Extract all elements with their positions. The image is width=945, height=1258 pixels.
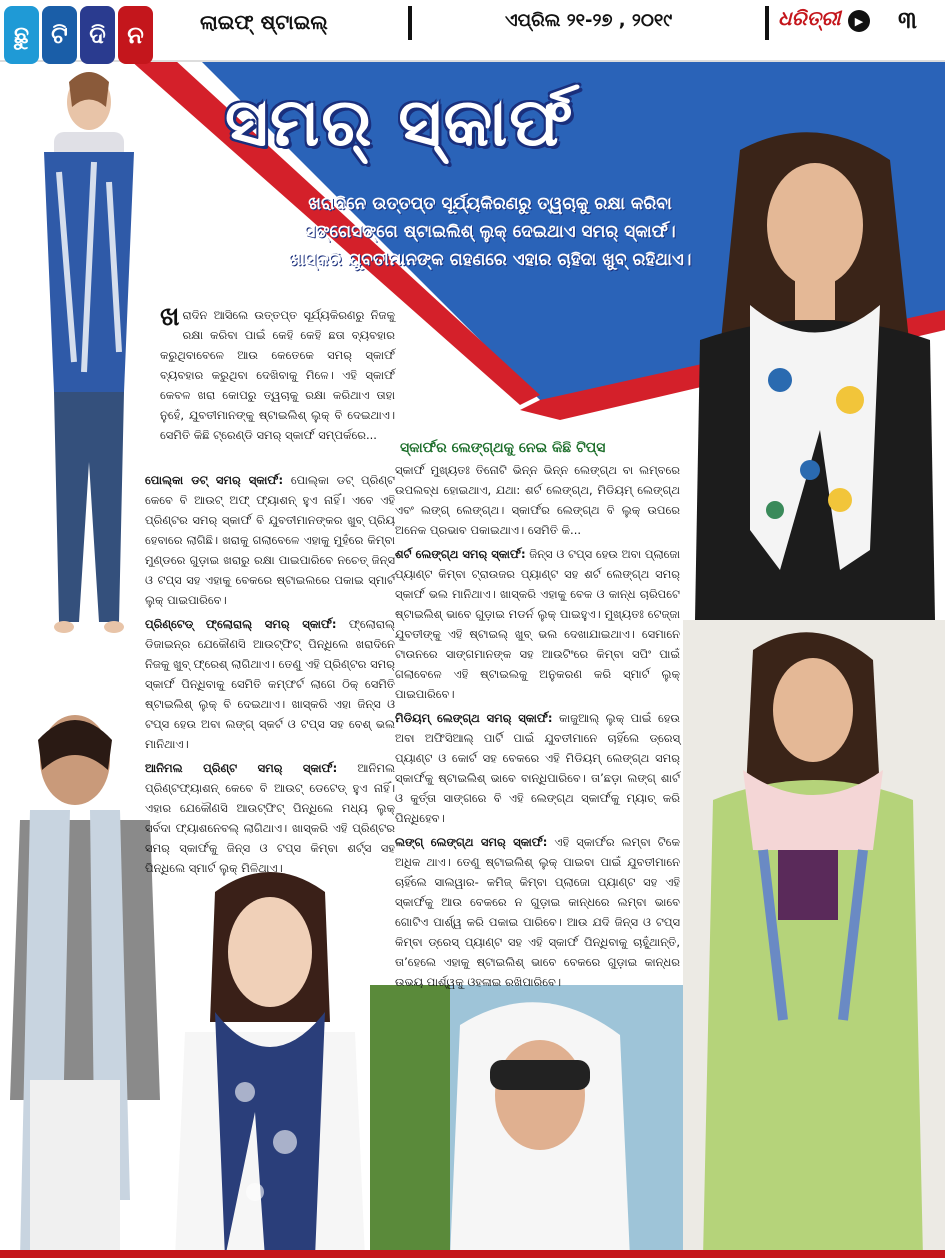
section-name: ଲାଇଫ୍ ଷ୍ଟାଇଲ୍: [200, 10, 328, 34]
section-text: ଜିନ୍ସ ଓ ଟପ୍ସ ହେଉ ଅବା ପ୍ଲାଜୋ ପ୍ୟାଣ୍ଟ କିମ୍ବା ଟ୍ରାଉଜର ପ୍ୟାଣ୍ଟ ସହ ଶର୍ଟ ଲେଙ୍ଗ୍‌ଥ ସମର୍ ସ୍କାର୍ଫ ଭଲ ମାନିଥାଏ। ଖାସ୍‌କରି ଏହାକୁ ବେକ ଓ କାନ୍ଧ ଚାରିପଟେ ଷ୍ଟାଇଲିଶ୍ ଭାବେ ଗୁଡ଼ାଇ ମଡର୍ନ ଲୁକ୍ ପାଇହୁଏ। ମୁଖ୍ୟତଃ ଟେଜ୍ଜା ଯୁବତୀଙ୍କୁ ଏହି ଷ୍ଟାଇଲ୍ ଖୁବ୍ ଭଲ ଦେଖାଯାଇଥାଏ। ସେମାନେ ଟାଉନରେ ସାଙ୍ଗମାନଙ୍କ ସହ ଆଉଟିଂରେ କିମ୍ବା ସପିଂ ପାଇଁ ଗଲାବେଳେ ଏହି ଷ୍ଟାଇଲକୁ ଅନୁକରଣ କରି ସ୍ମାର୍ଟ ଲୁକ୍ ପାଇପାରିବେ।: [395, 547, 680, 701]
left-sections: [145, 470, 395, 882]
issue-date: ଏପ୍ରିଲ ୨୧-୨୭ , ୨୦୧୯: [505, 10, 673, 31]
lead-text: ରାଦିନ ଆସିଲେ ଉତ୍ତପ୍ତ ସୂର୍ଯ୍ୟକିରଣରୁ ନିଜକୁ ରକ୍ଷା କରିବା ପାଇଁ କେହି କେହି ଛତା ବ୍ୟବହାର କରୁଥିବାବେଳେ ଆଉ କେତେକେ ସମର୍ ସ୍କାର୍ଫ ବ୍ୟବହାର କରୁଥିବା ଦେଖିବାକୁ ମିଳେ। ଏହି ସ୍କାର୍ଫ କେବଳ ଖରା କୋପରୁ ତ୍ୱଚାକୁ ରକ୍ଷା କରିଥାଏ ତାହା ନୁହେଁ, ଯୁବତୀମାନଙ୍କୁ ଷ୍ଟାଇଲିଶ୍ ଲୁକ୍ ବି ଦେଇଥାଏ। ସେମିତି କିଛି ଟ୍ରେଣ୍ଡି ସମର୍ ସ୍କାର୍ଫ ସମ୍ପର୍କରେ...: [160, 308, 395, 442]
section-text: ଏହି ସ୍କାର୍ଫର ଲମ୍ବା ଟିକେ ଅଧିକ ଥାଏ। ତେଣୁ ଷ୍ଟାଇଲିଶ୍ ଲୁକ୍ ପାଇବା ପାଇଁ ଯୁବତୀମାନେ ଚାହିଁଲେ ସାଲୱାର- କମିଜ୍ କିମ୍ବା ପ୍ଲାଜୋ ପ୍ୟାଣ୍ଟ ସହ ଏହି ସ୍କାର୍ଫକୁ ଆଉ ବେକରେ ନ ଗୁଡ଼ାଇ କାନ୍ଧରେ ଲମ୍ବା ଭାବେ ଗୋଟିଏ ପାର୍ଶ୍ୱ କରି ପକାଇ ପାରିବେ। ଆଉ ଯଦି ଜିନ୍ସ ଓ ଟପ୍ସ କିମ୍ବା ଡ୍ରେସ୍ ପ୍ୟାଣ୍ଟ ସହ ଏହି ସ୍କାର୍ଫ ପିନ୍ଧିବାକୁ ଚାହୁଁଥାନ୍ତି, ତା’ହେଲେ ଏହାକୁ ଷ୍ଟାଇଲିଶ୍ ଭାବେ ବେକରେ ଗୁଡ଼ାଇ କାନ୍ଧର ଉଭୟ ପାର୍ଶ୍ୱକୁ ଓହଳାଇ ରଖିପାରିବେ।: [395, 835, 680, 989]
section-heading: ପୋଲ୍‌କା ଡଟ୍ ସମର୍ ସ୍କାର୍ଫ:: [145, 473, 284, 487]
article-intro: ଖରାଦିନେ ଉତ୍ତପ୍ତ ସୂର୍ଯ୍ୟକିରଣରୁ ତ୍ୱଚାକୁ ରକ୍ଷା କରିବା ସଙ୍ଗେସଙ୍ଗେ ଷ୍ଟାଇଲିଶ୍ ଲୁକ୍ ଦେଇଥାଏ ସମର୍ ସ୍କାର୍ଫ। ଖାସ୍‌କରି ଯୁବତୀମାନଙ୍କ ଗହଣରେ ଏହାର ଚାହିଦା ଖୁବ୍ ରହିଥାଏ।: [288, 194, 692, 270]
photo-model-green-kurta: [683, 620, 945, 1258]
tips-intro: ସ୍କାର୍ଫ ମୁଖ୍ୟତଃ ତିନୋଟି ଭିନ୍ନ ଭିନ୍ନ ଲେଙ୍ଗ୍‌ଥ ବା ଲମ୍ବରେ ଉପଲବ୍ଧ ହୋଇଥାଏ, ଯଥା: ଶର୍ଟ ଲେଙ୍ଗ୍‌ଥ, ମିଡିୟମ୍ ଲେଙ୍ଗ୍‌ଥ ଏବଂ ଲଙ୍ଗ୍ ଲେଙ୍ଗ୍‌ଥ। ସ୍କାର୍ଫର ଲେଙ୍ଗ୍‌ଥ ବି ଲୁକ୍ ଉପରେ ଅନେକ ପ୍ରଭାବ ପକାଇଥାଏ। ସେମିତି କି...: [395, 463, 680, 537]
section-heading: ପ୍ରିଣ୍ଟେଡ୍ ଫ୍ଲୋରାଲ୍ ସମର୍ ସ୍କାର୍ଫ:: [145, 617, 337, 631]
photo-model-floral-scarf: [680, 130, 945, 620]
section-text: ଆନିମଲ ପ୍ରିଣ୍ଟଫ୍ୟାଶନ୍ କେବେ ବି ଆଉଟ୍ ଡେଟେଡ୍ ହୁଏ ନାହିଁ। ଏହାର ଯେକୌଣସି ଆଉଟ୍‌ଫିଟ୍ ପିନ୍ଧିଲେ ମଧ୍ୟ ଲୁକ୍ ସର୍ବଦା ଫ୍ୟାଶନେବଲ୍ ଲାଗିଥାଏ। ଖାସ୍‌କରି ଏହି ପ୍ରିଣ୍ଟର ସମର୍ ସ୍କାର୍ଫକୁ ଜିନ୍ସ ଓ ଟପ୍ସ କିମ୍ବା ଶର୍ଟ୍ସ ସହ ପିନ୍ଧିଲେ ସ୍ମାର୍ଟ ଲୁକ୍ ମିଳିଥାଏ।: [145, 761, 395, 875]
photo-model-white-scarf: [0, 700, 165, 1258]
photo-model-paisley-scarf: [165, 862, 370, 1258]
logo-letter: ଟି: [42, 6, 77, 64]
page-header: [0, 0, 945, 62]
dropcap: ଖ: [160, 302, 180, 332]
play-icon: ▶: [848, 10, 870, 32]
divider: [408, 6, 412, 40]
photo-model-blue-scarf: [14, 62, 154, 642]
section-text: ଫ୍ଲୋରାଲ୍ ଡିଜାଇନ୍‌ର ଯେକୌଣସି ଆଉଟ୍‌ଫିଟ୍ ପିନ୍ଧିଲେ ଖରାଦିନେ ନିଜକୁ ଖୁବ୍ ଫ୍ରେଶ୍ ଲାଗିଥାଏ। ତେଣୁ ଏହି ପ୍ରିଣ୍ଟର ସମର୍ ସ୍କାର୍ଫ ପିନ୍ଧିବାକୁ ସେମିତି କମ୍ଫର୍ଟ ଲାଗେ ଠିକ୍ ସେମିତି ଷ୍ଟାଇଲିଶ୍ ଲୁକ୍ ବି ଦେଇଥାଏ। ଖାସ୍‌କରି ଏହା ଜିନ୍ସ ଓ ଟପ୍ସ ହେଉ ଅବା ଲଙ୍ଗ୍ ସ୍କର୍ଟ ଓ ଟପ୍ସ ସହ ବେଶ୍ ଭଲ ମାନିଥାଏ।: [145, 617, 396, 751]
page-number: ୩: [898, 6, 917, 34]
section-heading: ଆନିମଲ ପ୍ରିଣ୍ଟ ସମର୍ ସ୍କାର୍ଫ:: [145, 761, 338, 775]
lead-paragraph: [160, 302, 395, 449]
section-text: ପୋଲ୍‌କା ଡଟ୍ ପ୍ରିଣ୍ଟ କେବେ ବି ଆଉଟ୍ ଅଫ୍ ଫ୍ୟାଶନ୍ ହୁଏ ନାହିଁ। ଏବେ ଏହି ପ୍ରିଣ୍ଟର ସମର୍ ସ୍କାର୍ଫ ବି ଯୁବତୀମାନଙ୍କର ଖୁବ୍ ପ୍ରିୟ ହେବାରେ ଲାଗିଛି। ଖରାକୁ ଗଲାବେଳେ ଏହାକୁ ମୁହଁରେ କିମ୍ବା ମୁଣ୍ଡରେ ଗୁଡ଼ାଇ ଖରାରୁ ରକ୍ଷା ପାଇପାରିବେ ନଚେତ୍ ଜିନ୍ସ ଓ ଟପ୍ସ ସହ ଏହାକୁ ବେକରେ ଷ୍ଟାଇଲରେ ପକାଇ ସ୍ମାର୍ଟ ଲୁକ୍ ପାଇପାରିବେ।: [145, 473, 395, 607]
section-text: କାଜୁଆଲ୍ ଲୁକ୍ ପାଇଁ ହେଉ ଅବା ଅଫିସିଆଲ୍ ପାର୍ଟି ପାଇଁ ଯୁବତୀମାନେ ଚାହିଁଲେ ଡ୍ରେସ୍ ପ୍ୟାଣ୍ଟ ଓ କୋର୍ଟ ସହ ବେକରେ ଏହି ମିଡିୟମ୍ ଲେଙ୍ଗ୍‌ଥ ସମର୍ ସ୍କାର୍ଫକୁ ଷ୍ଟାଇଲିଶ୍ ଭାବେ ବାନ୍ଧିପାରିବେ। ତା’ଛଡ଼ା ଲଙ୍ଗ୍ ଶାର୍ଟ ଓ କୁର୍ତ୍ତା ସାଙ୍ଗରେ ବି ଏହି ଲେଙ୍ଗ୍‌ଥ ସ୍କାର୍ଫକୁ ମ୍ୟାଚ୍ କରି ପିନ୍ଧିହେବ।: [395, 711, 680, 825]
section-heading: ଶର୍ଟ ଲେଙ୍ଗ୍‌ଥ ସମର୍ ସ୍କାର୍ଫ:: [395, 547, 526, 561]
section-heading: ଲଙ୍ଗ୍ ଲେଙ୍ଗ୍‌ଥ ସମର୍ ସ୍କାର୍ଫ:: [395, 835, 548, 849]
article-title: ସମର୍ ସ୍କାର୍ଫ: [225, 84, 575, 161]
brand-logo: ଧରିତ୍ରୀ: [778, 6, 841, 30]
photo-model-head-scarf: [370, 985, 683, 1258]
logo-letter: ନ: [118, 6, 153, 64]
logo-letter: ଛୁ: [4, 6, 39, 64]
footer-bar: [0, 1250, 945, 1258]
logo-letter: ଦି: [80, 6, 115, 64]
divider: [765, 6, 769, 40]
tips-column: [395, 460, 680, 996]
tips-heading: ସ୍କାର୍ଫର ଲେଙ୍ଗ୍‌ଥକୁ ନେଇ କିଛି ଟିପ୍ସ: [400, 440, 606, 456]
section-heading: ମିଡିୟମ୍ ଲେଙ୍ଗ୍‌ଥ ସମର୍ ସ୍କାର୍ଫ:: [395, 711, 553, 725]
masthead-logo: [4, 6, 153, 64]
